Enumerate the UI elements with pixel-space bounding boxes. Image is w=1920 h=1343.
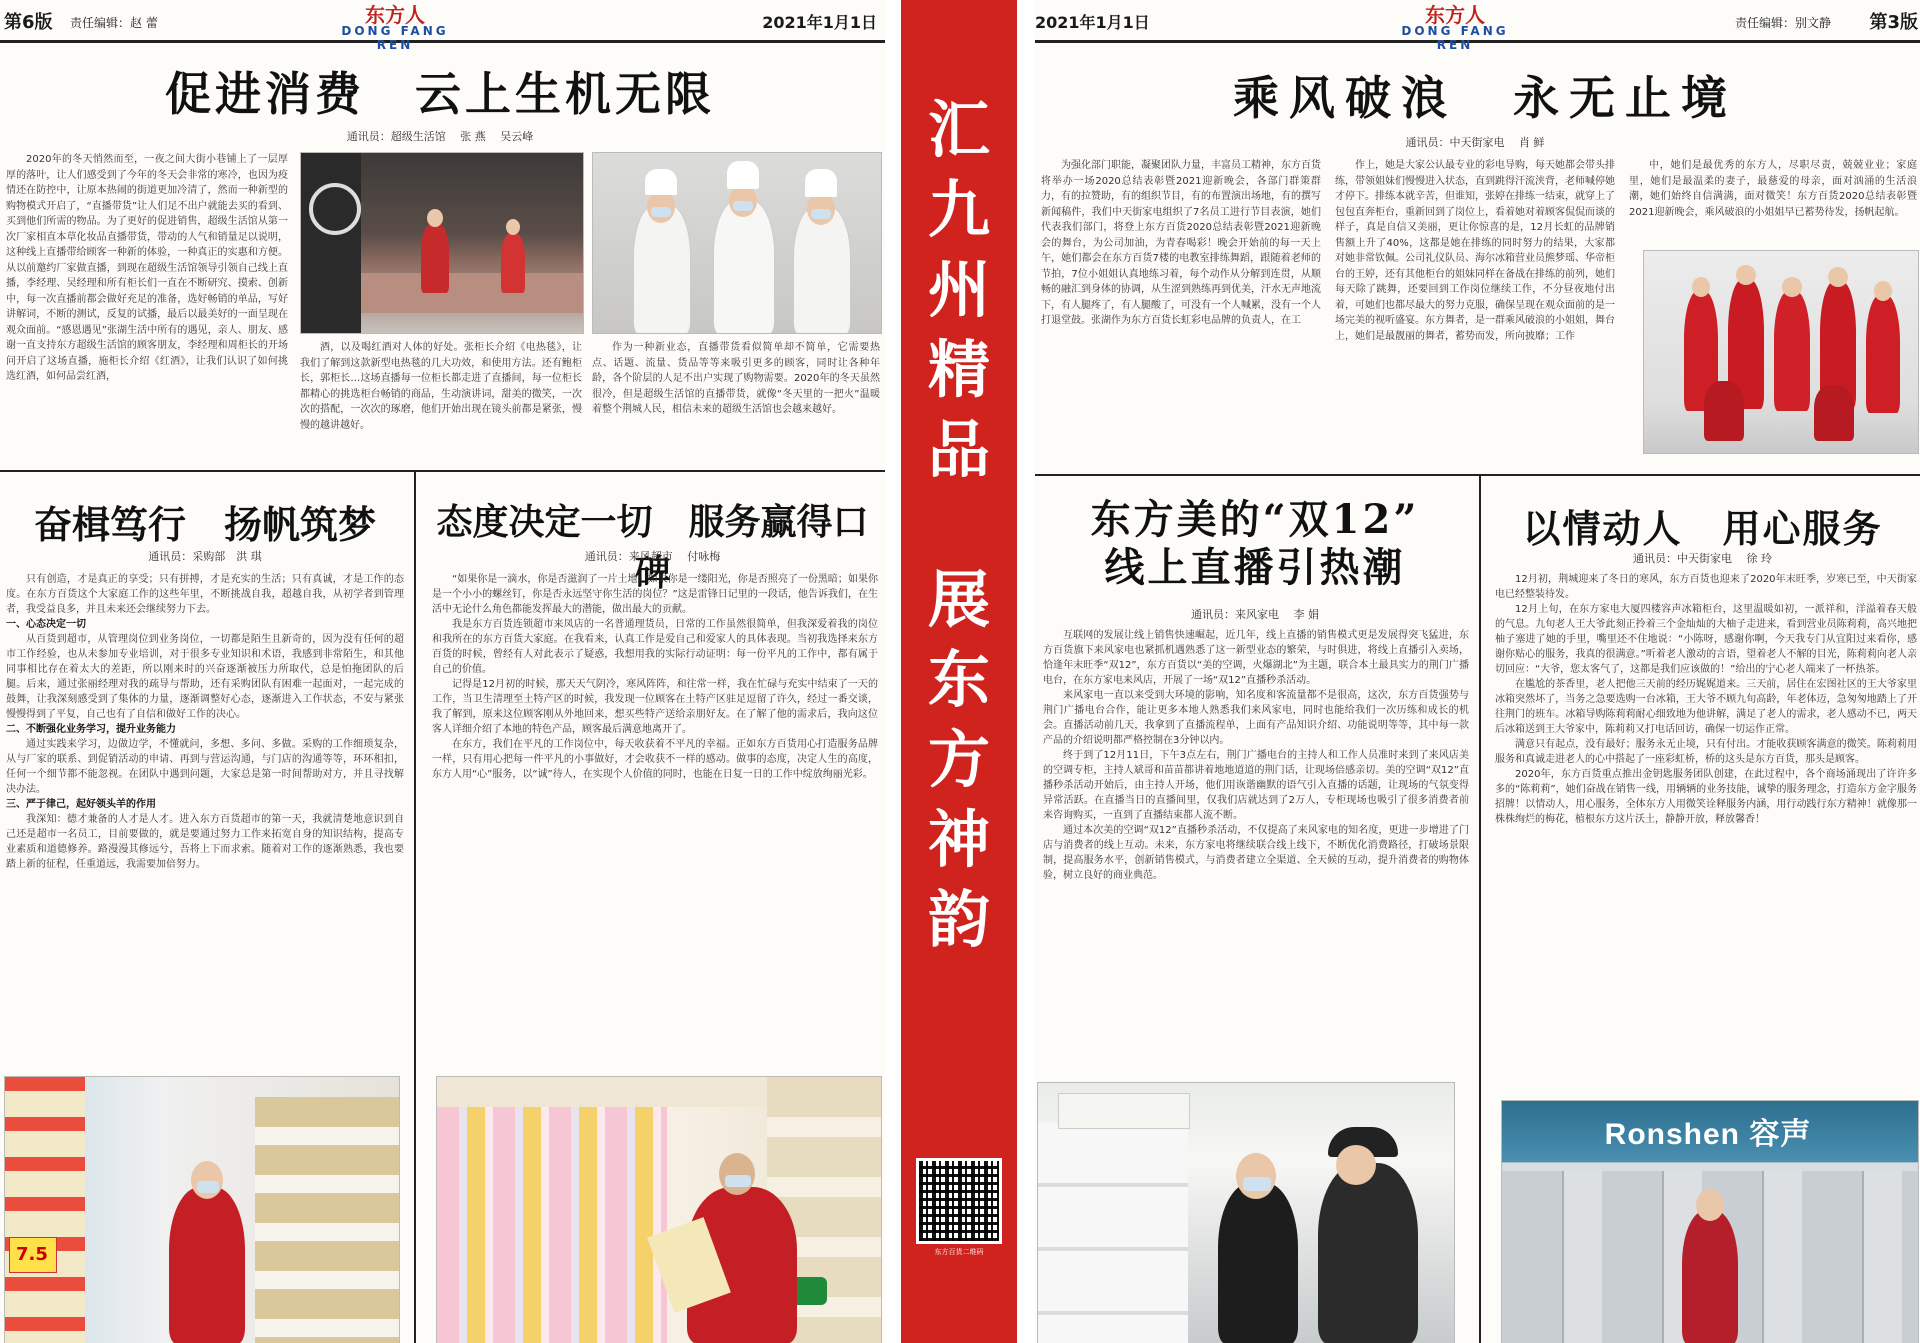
page-header	[1035, 0, 1920, 52]
byline: 通讯员：中天街家电 肖 鲜	[1405, 136, 1545, 149]
chefs-photo	[592, 152, 882, 334]
dance-team-photo	[1643, 250, 1919, 454]
article-text: 酒，以及喝红酒对人体的好处。张柜长介绍《电热毯》，让我们了解到这款新型电热毯的几大功效，和使用方法。还有鲍柜长，郭柜长…这场直播每一位柜长都走进了直播间，每一位柜长都精心的挑选柜台畅销的商品，生动演讲词，甜美的微笑，一次次的搭配，一次次的琢磨，他们开始出现在镜头前都是紧张，慢慢的越讲越好。	[300, 342, 582, 431]
headline: 以情动人 用心服务	[1522, 506, 1883, 551]
page-number: 第3版	[1869, 12, 1918, 33]
headline: 奋楫笃行 扬帆筑梦	[33, 502, 376, 547]
ring-light-icon	[309, 183, 361, 235]
chef-hat-icon	[805, 169, 837, 197]
column-divider	[414, 472, 416, 1343]
issue-date: 2021年1月1日	[1035, 13, 1150, 32]
byline: 通讯员：采购部 洪 琪	[148, 550, 262, 563]
chef-hat-icon	[727, 161, 759, 189]
editor-credit: 责任编辑：别文静	[1735, 16, 1832, 30]
headline: 态度决定一切 服务赢得口碑	[436, 501, 869, 594]
article-text: 互联网的发展让线上销售快速崛起，近几年，线上直播的销售模式更是发展得突飞猛进，东方百货旗下来风家电也紧抓机遇熟悉了这一新型业态的繁荣，与时俱进，将线上直播引入卖场，恰逢年末旺季“双12”，东方百货以“美的空调，火爆湖北”为主题，联合本土最具实力的荆门广播电台，在东方家电来风店，开展了一场“双12”直播秒杀活动。 来风家电一直以来受到大环境的影响，知名度和客流量都不是很高，这次，东方百货强势与荆门广播电台合作，能让更多本地人熟悉我们来风家电，同时也能给我们一次历练和成长的机会。直播活动前几天，我拿到了直播流程单，上面有产品知识介绍、功能说明等等，其中每一款产品的介绍说明都严格控制在3分钟以内。 终于到了12月11日，下午3点左右，荆门广播电台的主持人和工作人员准时来到了来风店美的空调专柜，主持人斌哥和苗苗都讲着地地道道的荆门话，让现场倍感亲切。美的空调“双12”直播秒杀活动开始后，由主持人开场，他们用诙谐幽默的语气引入直播的话题，让现场的气氛变得异常活跃。在直播当日的直播间里，仅我们店就达到了2万人，专柜现场也吸引了很多消费者前来咨询购买，一直到了直播结束都人流不断。 通过本次美的空调“双12”直播秒杀活动，不仅提高了来风家电的知名度，更进一步增进了门店与消费者的线上互动。未来，东方家电将继续联合线上线下，不断优化消费路径，打破场景限制，提高服务水平，创新销售模式，与消费者建立全渠道、全天候的互动，提升消费者的购物体验，树立良好的商业典范。	[1043, 630, 1469, 881]
byline: 通讯员：超级生活馆 张 燕 吴云峰	[346, 130, 534, 143]
issue-date: 2021年1月1日	[762, 13, 877, 32]
chef-hat-icon	[645, 169, 677, 195]
masthead-logo: 东方人 DONG FANG REN	[1401, 3, 1509, 52]
article-text: 只有创造，才是真正的享受；只有拼搏，才是充实的生活；只有真诚，才是工作的态度。在东方百货这个大家庭工作的这些年里，不断挑战自我，超越自我，从初学者到管理者，我受益良多，并且未来还会继续努力下去。 一、心态决定一切 从百货到超市，从管理岗位到业务岗位，一切都是陌生且新奇的，因为没有任何的超市工作经验，也从未参加专业培训，对于很多专业知识和术语，我感到非常陌生，和其他同事相比存在着太大的差距，所以刚来时的兴奋逐渐被压力所取代，总是怕拖团队的后腿。后来，通过张丽经理对我的疏导与帮助，还有采购团队有困难一起面对，一起完成的鼓舞，让我深刻感受到了集体的力量，逐渐调整好心态，逐渐进入工作状态，不安与紧张慢慢得到了平复，自己也有了自信和做好工作的决心。 二、不断强化业务学习，提升业务能力 通过实践来学习，边做边学，不懂就问，多想、多问、多做。采购的工作细琐复杂，从与厂家的联系、到促销活动的申请、再到与营运沟通，与门店的沟通等等，环环相扣，任何一个细节都不能忽视。在团队中遇到问题，大家总是第一时间帮助对方，并且寻找解决办法。 三、严于律己，起好领头羊的作用 我深知：德才兼备的人才是人才。进入东方百货超市的第一天，我就清楚地意识到自己还是超市一名员工，目前要做的，就是要通过努力工作来拓宽自身的知识结构，提高专业素质和道德修养。路漫漫其修远兮，吾将上下而求索。随着对工作的逐渐熟悉，我也要踏上新的征程，任重道远，我需要加倍努力。	[6, 574, 404, 870]
section-divider	[1035, 474, 1920, 476]
article-text: 中，她们是最优秀的东方人，尽职尽责，兢兢业业；家庭里，她们是最温柔的妻子，最慈爱的母亲，面对汹涌的生活浪潮，她们始终自信满满，面对微笑！东方百货2020总结表彰暨2021迎新晚会，乘风破浪的小姐姐早已蓄势待发，扬帆起航。	[1629, 160, 1917, 218]
headline: 东方美的“双12” 线上直播引热潮	[1090, 496, 1420, 591]
article-text: 12月初，荆城迎来了冬日的寒风，东方百货也迎来了2020年末旺季，岁寒已至，中天街家电已经整装待发。 12月上旬，在东方家电大厦四楼容声冰箱柜台，这里温暖如初，一派祥和，洋溢着春天般的气息。九旬老人王大爷此刻正拎着三个金灿灿的大柚子走进来，看到营业员陈莉莉，高兴地把柚子塞进了她的手里，嘴里还不住地说：“小陈呀，感谢你啊，今天我专门从宜阳过来看你，感谢你贴心的服务，我真的很满意。”听着老人激动的言语，望着老人不解的目光，陈莉莉向老人亲切回应：“大爷，您太客气了，这都是我们应该做的！”给出的宁心老人端来了一杯热茶。 在尴尬的茶香里，老人把他三天前的经历娓娓道来。三天前，居住在宏图社区的王大爷家里冰箱突然坏了，当务之急要选购一台冰箱，王大爷不顾九旬高龄，年老体迈，急匆匆地踏上了开往荆门的班车。冰箱导购陈莉莉耐心细致地为他讲解，满足了老人的需求，老人感动不已，两天后冰箱送到王大爷家中，陈莉莉又打电话回访，确保一切运作正常。 满意只有起点，没有最好；服务永无止境，只有付出。才能收获顾客满意的微笑。陈莉莉用服务和真诚走进老人的心中搭起了一座彩虹桥，桥的这头是东方百货，那头是顾客。 2020年，东方百货重点推出金钥匙服务团队创建，在此过程中，各个商场涌现出了许许多多的“陈莉莉”，她们奋战在销售一线，用辆辆的业务技能，诚挚的服务理念，打造东方金字服务招牌！以情动人，用心服务，全体东方人用微笑诠释服务内涵，用行动践行东方精神！就像那一株株绚烂的梅花，植根东方这片沃土，静静开放，释放馨香！	[1495, 574, 1917, 825]
column-divider	[1479, 476, 1481, 1343]
article-text: 作上，她是大家公认最专业的彩电导购，每天她都会带头排练，带领姐妹们慢慢进入状态，直到跳得汗流浃背，老师喊停她才停下。排练本就辛苦，但谁知，张婷在排练一结束，就穿上了包包直奔柜台，重新回到了岗位上，看着她对着顾客侃侃而谈的样子，真是自信又美丽，更让你惊喜的是，12月长虹的品牌销售额上升了40%，这都是她在排练的同时努力的结果，大家都对她非常钦佩。公司礼仪队员、海尔冰箱营业员熊梦瑶、华帝柜台的王婷，还有其他柜台的姐妹同样在备战在排练的前列，她们每天除了跳舞，还要回到工作岗位继续工作，不分昼夜地付出着，可她们也都尽最大的努力克服，确保呈现在观众面前的是一场完美的视听盛宴。东方舞者，是一群乘风破浪的小姐姐，舞台上，她们是最靓丽的舞者，蓄势而发，所向披靡；工作	[1335, 160, 1615, 342]
article-text: 2020年的冬天悄然而至，一夜之间大街小巷铺上了一层厚厚的落叶，让人们感受到了今年的冬天会非常的寒冷，也因为疫情还在防控中，让原本热闹的街道更加冷清了，然而一种新型的购物模式开启了，“直播带货”让人们足不出户就能去买的看到、买到他们所需的物品。为了更好的促进销售，超级生活馆从第一次厂家相直本草化妆品直播带货，带动的人气和销量足以说明，这种线上直播带给顾客一种新的体验，一种真正的实惠和方便。从以前邀约厂家做直播，到现在超级生活馆领导引领自己线上直播，李经理、吴经理和所有柜长们一直在不断研究、摸索、创新中，每一次直播前都会做好充足的准备，选好畅销的单品，写好讲解词，不断的测试，反复的试播，最后以最美好的一面呈现在观众面前。“感恩遇见”张湖生活中所有的遇见，亲人、朋友、感谢一直支持东方超级生活馆的顾客朋友，李经理和周柜长的开场问开启了这场直播，施柜长介绍《红酒》，让我们认识了如何挑选红酒，如何品尝红酒，	[6, 154, 288, 382]
price-tag: 7.5	[9, 1237, 57, 1273]
page-header	[0, 0, 885, 52]
section-divider	[0, 470, 885, 472]
store-shelf-photo	[436, 1076, 882, 1343]
article-text: “如果你是一滴水，你是否滋润了一片土地；如果你是一缕阳光，你是否照亮了一份黑暗；如果你是一个小小的螺丝钉，你是否永远坚守你生活的岗位？”这是雷锋日记里的一段话，他告诉我们，在生活中无论什么角色都能发挥最大的潜能，做出最大的贡献。 我是东方百货连锁超市来凤店的一名普通理货员，日常的工作虽然很简单，但我深爱着我的岗位和我所在的东方百货大家庭。在我看来，认真工作是爱自己和爱家人的具体表现。当初我选择来东方百货的时候，曾经有人对此表示了疑惑，我想用我的实际行动证明：每一份平凡的工作中，都有属于自己的价值。 记得是12月初的时候，那天天气阴冷，寒风阵阵，和往常一样，我在忙碌与充实中结束了一天的工作，当卫生清理至土特产区的时候，我发现一位顾客在土特产区驻足逗留了许久，经过一番交谈，我了解到，原来这位顾客刚从外地回来，想买些特产送给亲朋好友。在了解了他的需求后，我向这位客人详细介绍了本地的特色产品，顾客最后满意地离开了。 在东方，我们在平凡的工作岗位中，每天收获着不平凡的幸福。正如东方百货用心打造服务品牌一样，只有用心把每一件平凡的小事做好，才会收获不一样的感动。做事的态度，决定人生的高度，东方人用“心”服务，以“诚”待人，在实现个人价值的同时，也能在日复一日的工作中绽放绚丽光彩。	[432, 574, 878, 780]
qr-caption: 东方百货二维码	[934, 1248, 984, 1256]
headline-top-right: 乘风破浪 永无止境	[1233, 71, 1737, 125]
byline: 通讯员：中天街家电 徐 玲	[1633, 552, 1772, 565]
air-conditioner-unit	[1058, 1093, 1190, 1129]
editor-credit: 责任编辑：赵 蕾	[70, 16, 158, 30]
left-page	[0, 0, 885, 1343]
byline: 通讯员：来风超市 付咏梅	[584, 550, 721, 563]
supermarket-photo	[4, 1076, 400, 1343]
livestream-photo	[300, 152, 584, 334]
article-text: 为强化部门职能，凝聚团队力量，丰富员工精神，东方百货将举办一场2020总结表彰暨2021迎新晚会，各部门群策群力，有的拉赞助，有的组织节目，有的布置演出场地，有的撰写新闻稿件，我们中天街家电组织了7名员工进行节目表演，她们代表我们部门，将登上东方百货2020总结表彰暨2021迎新晚会的舞台，为公司加油，为青春喝彩！晚会开始前的每一天上午，她们都会在东方百货7楼的电教室排练舞蹈，跟随着老师的节拍，7位小姐姐认真地练习着，每个动作从分解到连贯，从顺畅的融汇到身体的协调，从生涩到熟练再到优美，汗水无声地流下，有人腿疼了，有人腿酸了，可没有一个人喊累，没有一个人打退堂鼓。张湖作为东方百货长虹彩电品牌的负责人，在工	[1041, 160, 1321, 326]
air-conditioner-photo	[1037, 1082, 1455, 1343]
masthead-logo: 东方人 DONG FANG REN	[341, 3, 449, 52]
ronshen-brand-sign: Ronshen 容声	[1604, 1118, 1812, 1151]
headline-top-left: 促进消费 云上生机无限	[165, 67, 715, 121]
center-spine	[901, 0, 1017, 1343]
spine-slogan-line2: 展 东 方 神 韵	[927, 563, 990, 956]
byline: 通讯员：来风家电 李 娟	[1191, 608, 1319, 621]
page-number: 第6版	[4, 12, 53, 33]
right-page	[1035, 0, 1920, 1343]
refrigerator-showroom-photo	[1501, 1100, 1919, 1343]
spine-slogan-line1: 汇 九 州 精 品	[927, 93, 990, 486]
qr-code[interactable]	[916, 1158, 1002, 1244]
article-text: 作为一种新业态，直播带货看似简单却不简单，它需要热点、话题、流量、货品等等来吸引更多的顾客，同时让各种年龄，各个阶层的人足不出户实现了购物需要。2020年的冬天虽然很冷，但是超级生活馆的直播带货，就像“冬天里的一把火”温暖着整个荆城人民，相信未来的超级生活馆也会越来越好。	[592, 342, 880, 415]
